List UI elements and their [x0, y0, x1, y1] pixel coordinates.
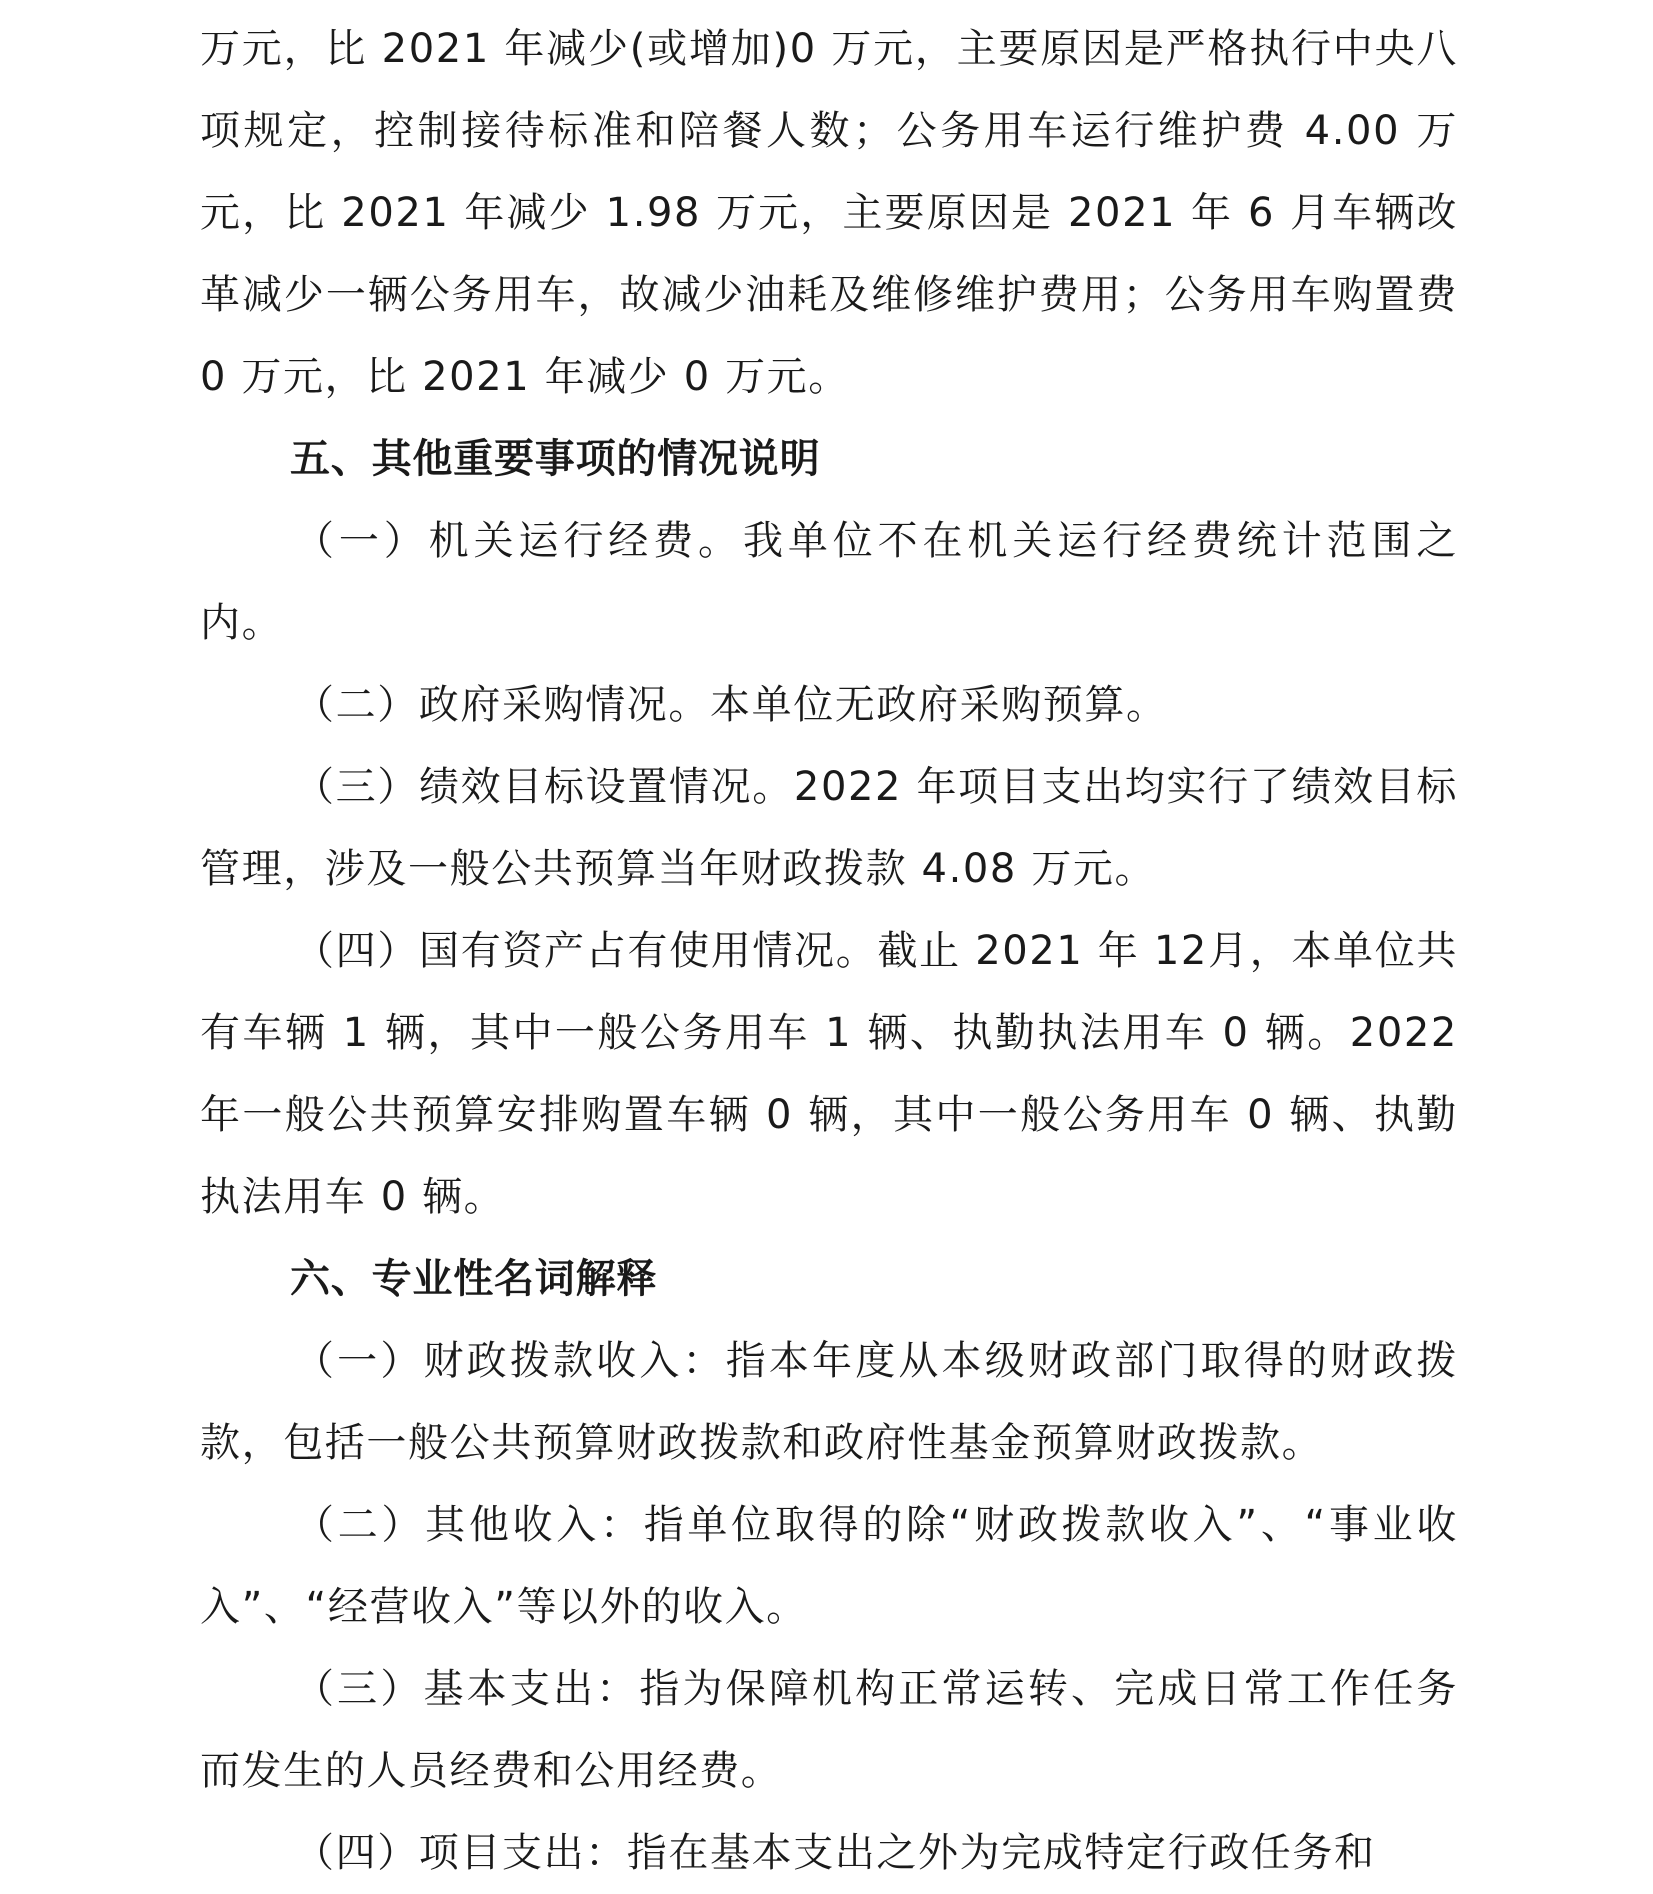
item-operating-expenses: （一）机关运行经费。我单位不在机关运行经费统计范围之内。 — [200, 518, 1458, 646]
item-other-income: （二）其他收入：指单位取得的除“财政拨款收入”、“事业收入”、“经营收入”等以外的收入。 — [200, 1502, 1458, 1630]
item-state-assets: （四）国有资产占有使用情况。截止 2021 年 12月，本单位共有车辆 1 辆，其中一般公务用车 1 辆、执勤执法用车 0 辆。2022 年一般公共预算安排购置车辆 0 辆，其中一般公务用车 0 辆、执勤执法用车 0 辆。 — [200, 928, 1458, 1220]
item-performance-targets: （三）绩效目标设置情况。2022 年项目支出均实行了绩效目标管理，涉及一般公共预算当年财政拨款 4.08 万元。 — [200, 764, 1458, 892]
paragraph-vehicle-expenses: 万元，比 2021 年减少(或增加)0 万元，主要原因是严格执行中央八项规定，控制接待标准和陪餐人数；公务用车运行维护费 4.00 万元，比 2021 年减少 1.98 万元，主要原因是 2021 年 6 月车辆改革减少一辆公务用车，故减少油耗及维修维护费用；公务用车购置费 0 万元，比 2021 年减少 0 万元。 — [200, 26, 1458, 400]
item-fiscal-appropriation-income: （一）财政拨款收入：指本年度从本级财政部门取得的财政拨款，包括一般公共预算财政拨款和政府性基金预算财政拨款。 — [200, 1338, 1458, 1466]
section-heading-other-matters: 五、其他重要事项的情况说明 — [290, 436, 821, 482]
document-page — [200, 8, 1458, 1894]
item-basic-expenditure: （三）基本支出：指为保障机构正常运转、完成日常工作任务而发生的人员经费和公用经费。 — [200, 1666, 1458, 1794]
section-heading-terminology: 六、专业性名词解释 — [290, 1256, 658, 1302]
item-government-procurement: （二）政府采购情况。本单位无政府采购预算。 — [294, 682, 1168, 728]
item-project-expenditure: （四）项目支出：指在基本支出之外为完成特定行政任务和 — [294, 1830, 1376, 1876]
